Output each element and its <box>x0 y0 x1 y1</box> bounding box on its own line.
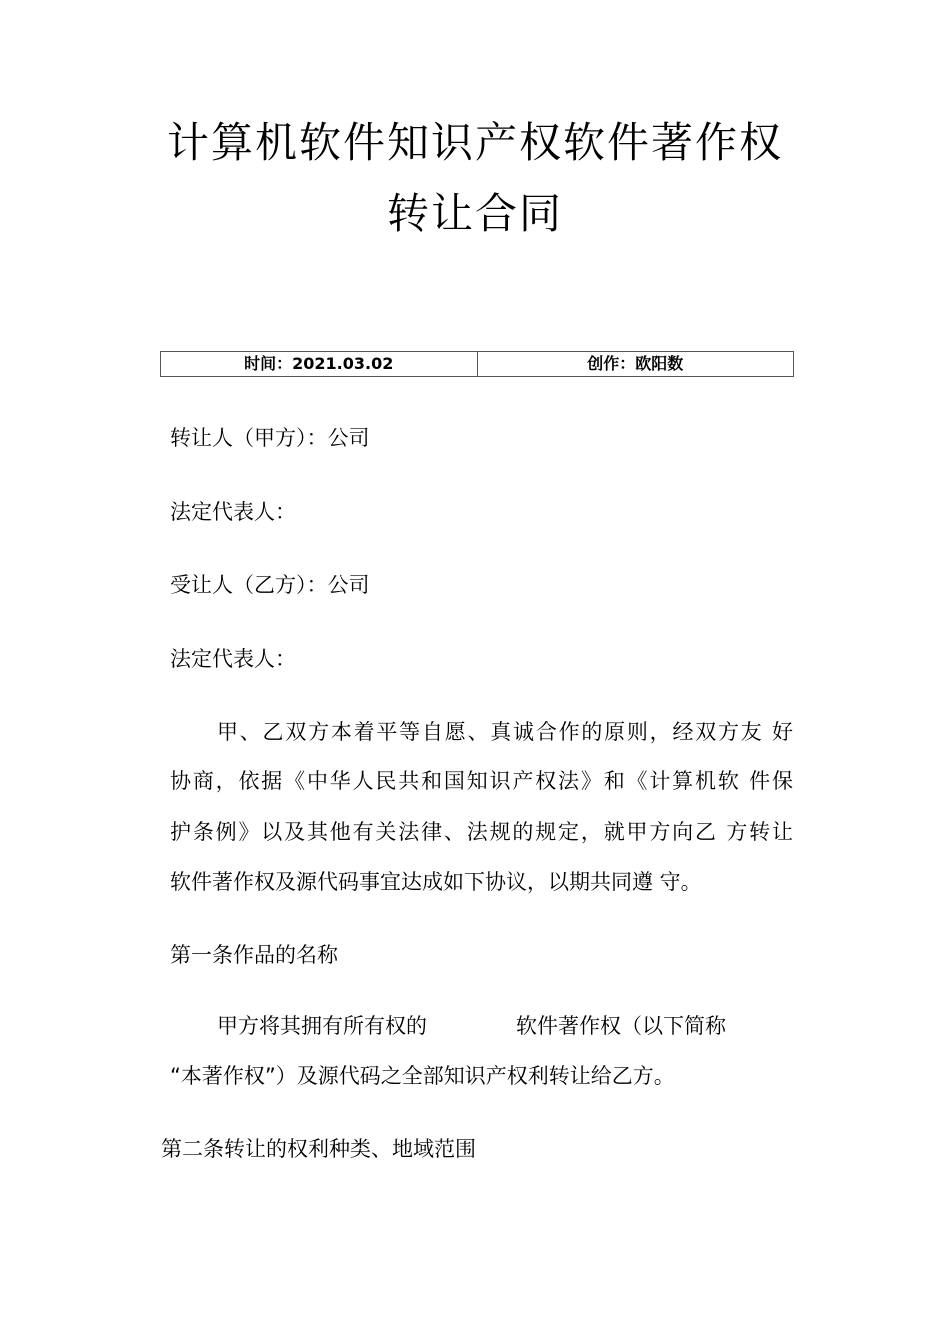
article-1-line-1-part-b: 软件著作权（以下简称 <box>516 1014 726 1038</box>
meta-info-table <box>160 351 794 377</box>
document-title-line-1: 计算机软件知识产权软件著作权 <box>166 118 783 167</box>
document-title-line-2: 转让合同 <box>386 189 563 238</box>
preamble-line-4: 软件著作权及源代码事宜达成如下协议，以期共同遵 守。 <box>170 870 702 894</box>
article-1-line-2: “本著作权”）及源代码之全部知识产权利转让给乙方。 <box>170 1064 675 1088</box>
transferor-representative-line: 法定代表人： <box>170 500 296 524</box>
preamble-line-2: 协商，依据《中华人民共和国知识产权法》和《计算机软 件保 <box>170 769 793 793</box>
author-cell: 创作：欧阳数 <box>477 352 794 376</box>
preamble-line-1: 甲、乙双方本着平等自愿、真诚合作的原则，经双方友 好 <box>217 720 793 744</box>
article-2-heading: 第二条转让的权利种类、地域范围 <box>161 1137 476 1161</box>
time-cell: 时间：2021.03.02 <box>244 354 394 373</box>
preamble-line-3: 护条例》以及其他有关法律、法规的规定，就甲方向乙 方转让 <box>170 820 793 844</box>
article-1-heading: 第一条作品的名称 <box>170 943 338 967</box>
transferee-representative-line: 法定代表人： <box>170 647 296 671</box>
transferor-line: 转让人（甲方）：公司 <box>170 426 370 450</box>
transferee-line: 受让人（乙方）：公司 <box>170 573 370 597</box>
article-1-line-1-part-a: 甲方将其拥有所有权的 <box>217 1014 427 1038</box>
